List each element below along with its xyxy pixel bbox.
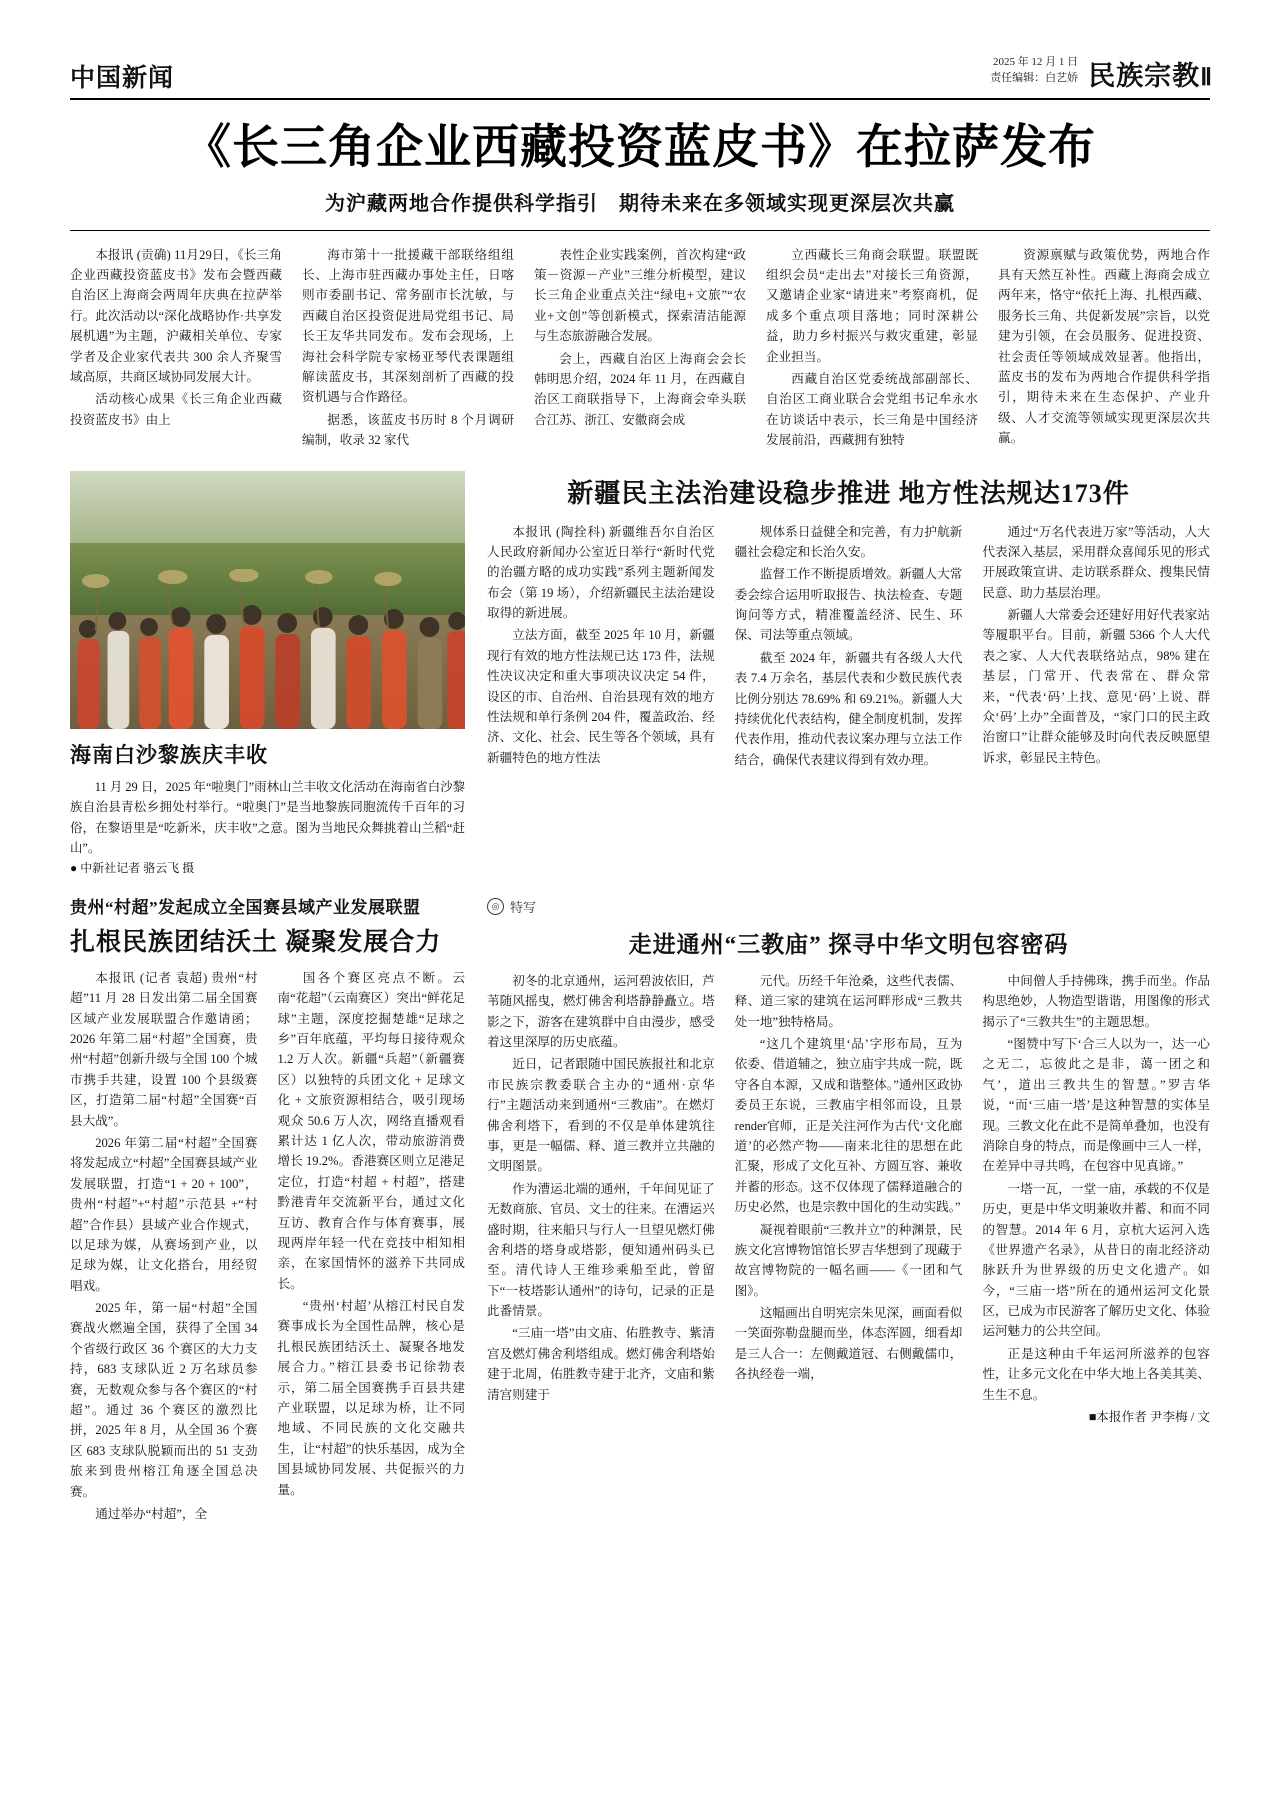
paragraph: 本报讯 (记者 袁超) 贵州“村超”11 月 28 日发出第二届全国赛区域产业发展联盟合作邀请函；2026 年第二届“村超”全国赛，贵州“村超”创新升级与全国 100 个城市携手共建，设置 100 个县级赛区，打造第二届“村超”全国赛“百县大战”。 [70, 970, 258, 1128]
feature-body [487, 971, 1210, 1430]
feature-header [487, 897, 1210, 916]
paragraph: 通过“万名代表进万家”等活动，人大代表深入基层，采用群众喜闻乐见的形式开展政策宣讲、走访联系群众、搜集民情民意、助力基层治理。 [982, 524, 1211, 600]
photo-article-title: 海南白沙黎族庆丰收 [70, 742, 268, 767]
paragraph: 初冬的北京通州，运河碧波依旧，芦苇随风摇曳，燃灯佛舍利塔静静矗立。塔影之下，游客在建筑群中自由漫步，感受着这里深厚的历史底蕴。 [487, 973, 715, 1049]
paragraph: “图赞中写下‘合三人以为一，达一心之无二，忘彼此之是非，蔼一团之和气’，道出三教共生的智慧。”罗吉华说，“而‘三庙一塔’是这种智慧的实体呈现。三教文化在此不是简单叠加，也没有消除自身的特点，而是像画中三人一样，在差异中寻共鸣，在包容中见真谛。” [982, 1036, 1211, 1174]
guizhou-body [70, 968, 465, 1527]
lead-column-3 [534, 245, 746, 453]
bottom-section [70, 893, 1210, 1527]
feature-kicker: 特写 [510, 899, 537, 915]
lead-column-5 [998, 245, 1210, 453]
editor-credit: 责任编辑：白艺娇 [990, 72, 1079, 85]
masthead [70, 42, 1210, 100]
publication-logo: 中国新闻 [70, 63, 175, 92]
feature-column-2 [735, 971, 963, 1430]
guizhou-kicker: 贵州“村超”发起成立全国赛县域产业发展联盟 [70, 897, 421, 917]
paragraph: 正是这种由千年运河所滋养的包容性，让多元文化在中华大地上各美其美、生生不息。 [982, 1346, 1211, 1402]
masthead-meta [990, 55, 1078, 90]
paragraph: 监督工作不断提质增效。新疆人大常委会综合运用听取报告、执法检查、专题询问等方式，精准覆盖经济、民生、环保、司法等重点领域。 [734, 567, 963, 643]
guizhou-column-1 [70, 968, 258, 1527]
xinjiang-column-1 [487, 522, 715, 773]
paragraph: 国各个赛区亮点不断。云南“花超”（云南赛区）突出“鲜花足球”主题，深度挖掘楚雄“足球之乡”百年底蕴，平均每日接待观众 1.2 万人次。新疆“兵超”（新疆赛区）以独特的兵团文化 + 足球文化 + 文旅资源相结合，吸引现场观众 50.6 万人次，网络直播观看累计达 1 亿人次，带动旅游消费增长 19.2%。香港赛区则立足港足定位，打造“村超 + 村超”，搭建黔港青年交流新平台，通过文化互访、教育合作与体育赛事，展现两岸年轻一代在竞技中相知相亲，在家国情怀的滋养下共同成长。 [277, 970, 465, 1291]
paragraph: 一塔一瓦，一堂一庙，承载的不仅是历史，更是中华文明兼收并蓄、和而不同的智慧。2014 年 6 月，京杭大运河入选《世界遗产名录》，从昔日的南北经济动脉跃升为世界级的历史文化遗产。如今，“三庙一塔”所在的通州运河文化景区，已成为市民游客了解历史文化、体验运河魅力的公共空间。 [982, 1181, 1211, 1339]
middle-section [70, 471, 1210, 879]
paragraph: 这幅画出自明宪宗朱见深，画面看似一笑面弥勒盘腿而坐，体态浑圆，细看却是三人合一：左侧戴道冠、右侧戴儒巾，各执经卷一端， [734, 1306, 963, 1382]
feature-article [487, 893, 1210, 1527]
paragraph: 元代。历经千年沧桑，这些代表儒、释、道三家的建筑在运河畔形成“三教共处一地”独特格局。 [734, 973, 963, 1029]
paragraph: 立西藏长三角商会联盟。联盟既组织会员“走出去”对接长三角资源，又邀请企业家“请进来”考察商机，促成多个重点项目落地；同时深耕公益，助力乡村振兴与救灾重建，彰显企业担当。 [766, 247, 978, 364]
feature-signature: ■本报作者 尹李梅 / 文 [1088, 1410, 1211, 1425]
section-title [1088, 63, 1210, 90]
paragraph: 活动核心成果《长三角企业西藏投资蓝皮书》由上 [70, 392, 282, 427]
paragraph: “这几个建筑里‘品’字形布局，互为依委、借道辅之，独立庙宇共成一院，既守各自本源，又成和谐整体。”通州区政协委员王东说，三教庙宇相邻而设，且景render官师，正是关注河作为古代‘文化廊道’的必然产物——南来北往的思想在此汇聚，形成了文化互补、方圆互容、兼收并蓄的形态。这不仅体现了儒释道融合的历史必然，也是宗教中国化的生动实践。” [734, 1036, 963, 1215]
paragraph: 会上，西藏自治区上海商会会长韩明思介绍，2024 年 11 月，在西藏自治区工商联指导下，上海商会牵头联合江苏、浙江、安徽商会成 [534, 351, 746, 427]
guizhou-column-2 [278, 968, 466, 1527]
paragraph: 凝视着眼前“三教并立”的种渊景，民族文化宫博物馆馆长罗吉华想到了现藏于故宫博物院的一幅名画——《一团和气图》。 [734, 1222, 963, 1298]
section-label: 民族宗教 [1088, 61, 1201, 91]
lead-column-4 [766, 245, 978, 453]
section-bars-icon: Ⅱ [1200, 65, 1210, 91]
paragraph: 作为漕运北端的通州，千年间见证了无数商旅、官员、文士的往来。在漕运兴盛时期，往来船只与行人一旦望见燃灯佛舍利塔的塔身或塔影，便知通州码头已至。清代诗人王维珍乘船至此，曾留下“一枝塔影认通州”的诗句，记录的正是此番情景。 [487, 1181, 715, 1319]
lead-body [70, 245, 1210, 453]
paragraph: 资源禀赋与政策优势，两地合作具有天然互补性。西藏上海商会成立两年来，恪守“依托上海、扎根西藏、服务长三角、共促新发展”宗旨，以党建为引领，在会员服务、促进投资、社会责任等领域成效显著。他指出，蓝皮书的发布为两地合作提供科学指引，期待未来在生态保护、产业升级、人才交流等领域实现更深层次共赢。 [998, 247, 1210, 446]
paragraph: “三庙一塔”由文庙、佑胜教寺、紫清宫及燃灯佛舍利塔组成。燃灯佛舍利塔始建于北周，佑胜教寺建于北齐，文庙和紫清宫则建于 [487, 1326, 715, 1402]
lead-subheadline: 为沪藏两地合作提供科学指引 期待未来在多领域实现更深层次共赢 [325, 192, 955, 215]
paragraph: 海市第十一批援藏干部联络组组长、上海市驻西藏办事处主任，日喀则市委副书记、常务副市长沈敏，与西藏自治区投资促进局党组书记、局长王友华共同发布。发布会现场，上海社会科学院专家杨亚琴代表课题组解读蓝皮书，其深刻剖析了西藏的投资机遇与合作路径。 [302, 247, 514, 405]
paragraph: 中间僧人手持佛珠，携手而坐。作品构思绝妙，人物造型谐谐，用图像的形式揭示了“三教共生”的主题思想。 [982, 973, 1211, 1029]
lead-headline-block [70, 122, 1210, 216]
feature-badge-icon: ◎ [487, 898, 504, 915]
lead-column-2 [302, 245, 514, 453]
paragraph: 2026 年第二届“村超”全国赛将发起成立“村超”全国赛县域产业发展联盟，打造“1 + 20 + 100”，贵州“村超”+“村超”示范县 +“村超”合作县）县域产业合作规式，以足球为媒，从赛场到产业，以足球为媒，让文化搭台，用经贸唱戏。 [70, 1135, 258, 1293]
guizhou-article [70, 893, 465, 1527]
paragraph: “贵州‘村超’从榕江村民自发赛事成长为全国性品牌，核心是扎根民族团结沃土、凝聚各地发展合力。”榕江县委书记徐勃表示，第二届全国赛携手百县共建产业联盟，以足球为桥，让不同地域、不同民族的文化交融共生，让“村超”的快乐基因，成为全国县域协同发展、共促振兴的力量。 [277, 1299, 465, 1497]
paragraph: 本报讯 (贡确) 11月29日，《长三角企业西藏投资蓝皮书》发布会暨西藏自治区上海商会两周年庆典在拉萨举行。此次活动以“深化战略协作·共享发展机遇”为主题，沪藏相关单位、专家学者及企业家代表共 300 余人齐聚雪域高原，共商区域协同发展大计。 [70, 247, 282, 384]
paragraph: 西藏自治区党委统战部副部长、自治区工商业联合会党组书记牟永水在访谈话中表示，长三角是中国经济发展前沿，西藏拥有独特 [766, 371, 978, 448]
lead-column-1 [70, 245, 282, 453]
photo-credit: ● 中新社记者 骆云飞 摄 [70, 860, 195, 875]
paragraph: 新疆人大常委会还建好用好代表家站等履职平台。目前，新疆 5366 个人大代表之家、人大代表联络站点，98% 建在基层，门常开、代表常在、群众常来，“代表‘码’上找、意见‘码’上说、群众‘码’上办”全面普及，“家门口的民主政治窗口”让群众能够及时向代表反映愿望诉求，彰显民主特色。 [982, 608, 1211, 765]
paragraph: 规体系日益健全和完善，有力护航新疆社会稳定和长治久安。 [734, 524, 963, 559]
feature-column-3 [982, 971, 1210, 1430]
page-title: 《长三角企业西藏投资蓝皮书》在拉萨发布 [184, 120, 1096, 175]
caption-text: 11 月 29 日，2025 年“啦奥门”雨林山兰丰收文化活动在海南省白沙黎族自治县青松乡拥处村举行。“啦奥门”是当地黎族同胞流传千百年的习俗，在黎语里是“吃新米，庆丰收”之意。图为当地民众舞挑着山兰稻“赶山”。 [70, 779, 465, 856]
news-photo [70, 471, 465, 729]
xinjiang-article [487, 471, 1210, 879]
paragraph: 2025 年，第一届“村超”全国赛战火燃遍全国，获得了全国 34 个省级行政区 36 个赛区的大力支持，683 支球队近 2 万名球员参赛，无数观众参与各个赛区的“村超”。通过 36 个赛区的激烈比拼，2025 年 8 月，从全国 36 个赛区 683 支球队脱颖而出的 51 支劲旅来到贵州榕江角逐全国总决赛。 [70, 1301, 258, 1499]
issue-date: 2025 年 12 月 1 日 [992, 56, 1079, 69]
masthead-right [990, 55, 1210, 90]
paragraph: 据悉，该蓝皮书历时 8 个月调研编制，收录 32 家代 [302, 412, 514, 448]
xinjiang-column-2 [735, 522, 963, 773]
paragraph: 表性企业实践案例，首次构建“政策－资源－产业”三维分析模型，建议长三角企业重点关注“绿电+文旅”“农业+文创”等创新模式，探索清洁能源与生态旅游融合发展。 [534, 247, 746, 344]
feature-column-1 [487, 971, 715, 1430]
paragraph: 本报讯 (陶拴科) 新疆维吾尔自治区人民政府新闻办公室近日举行“新时代党的治疆方略的成功实践”系列主题新闻发布会（第 19 场），介绍新疆民主法治建设取得的新进展。 [487, 524, 715, 621]
paragraph: 截至 2024 年，新疆共有各级人大代表 7.4 万余名，基层代表和少数民族代表比例分别达 78.69% 和 69.21%。新疆人大持续优化代表结构，健全制度机制，发挥代表作用，推动代表议案办理与立法工作结合，确保代表建议得到有效办理。 [734, 650, 963, 767]
paragraph: 立法方面，截至 2025 年 10 月，新疆现行有效的地方性法规已达 173 件，法规性决议决定和重大事项决议决定 54 件，设区的市、自治州、自治县现有效的地方性法规和单行条例 204 件，覆盖政治、经济、文化、社会、民生等各个领域，具有新疆特色的地方性法 [487, 628, 715, 765]
paragraph: 近日，记者跟随中国民族报社和北京市民族宗教委联合主办的“通州·京华行”主题活动来到通州“三教庙”。在燃灯佛舍利塔下，看到的不仅是单体建筑往事，更是一幅儒、释、道三教并立共融的文明图景。 [487, 1057, 715, 1174]
photo-crowd-illustration [70, 569, 465, 729]
paragraph: 通过举办“村超”，全 [95, 1506, 208, 1521]
guizhou-title: 扎根民族团结沃土 凝聚发展合力 [70, 928, 442, 956]
xinjiang-column-3 [982, 522, 1210, 773]
feature-title: 走进通州“三教庙” 探寻中华文明包容密码 [628, 931, 1069, 957]
photo-caption [70, 777, 465, 879]
xinjiang-title: 新疆民主法治建设稳步推进 地方性法规达173件 [567, 478, 1130, 508]
photo-article [70, 471, 465, 879]
xinjiang-body [487, 522, 1210, 773]
divider [70, 230, 1210, 231]
